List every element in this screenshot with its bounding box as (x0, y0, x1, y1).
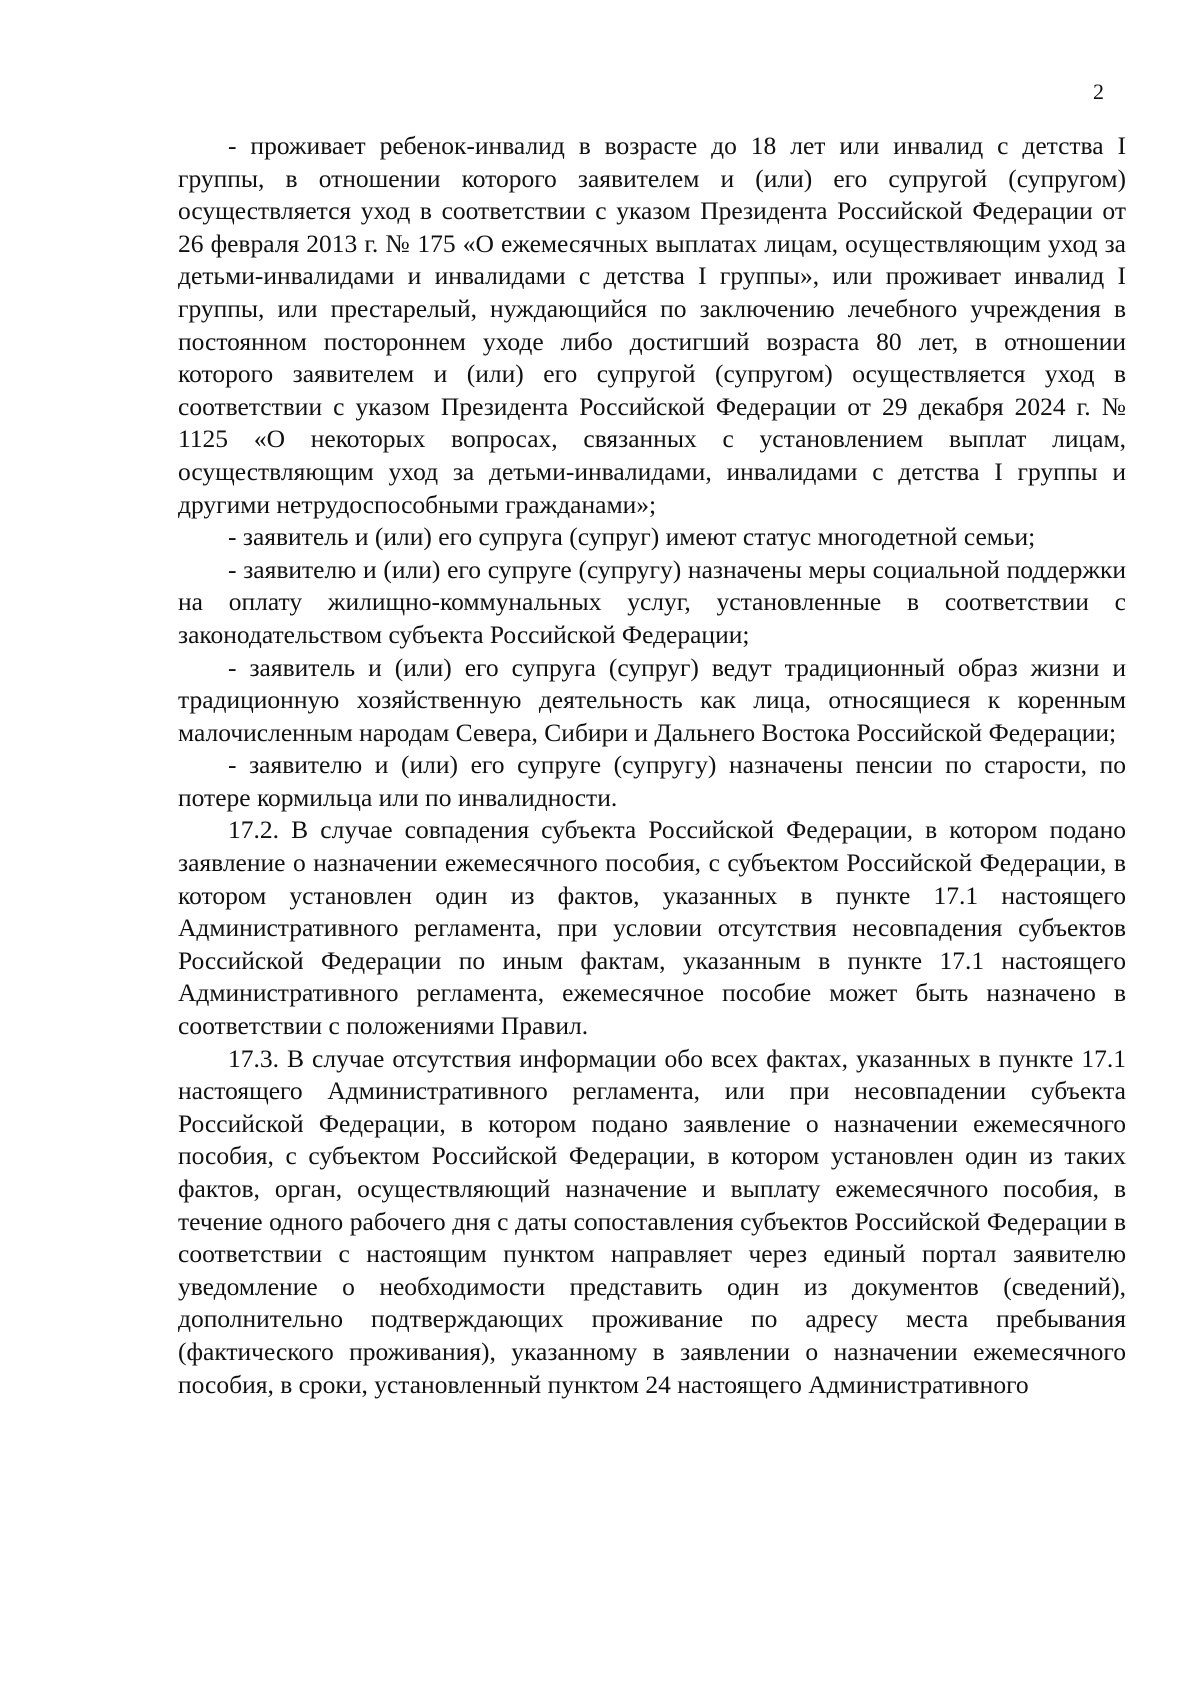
paragraph-large-family: - заявитель и (или) его супруга (супруг) имеют статус многодетной семьи; (228, 522, 1036, 552)
paragraph-utility-support: - заявителю и (или) его супруге (супругу) назначены меры социальной поддержки на оплату жилищно-коммунальных услуг, установленные в соответствии с законодательством субъекта Российской Федерации; (178, 554, 1126, 649)
paragraph-17-2: 17.2. В случае совпадения субъекта Российской Федерации, в котором подано заявление о назначении ежемесячного пособия, с субъектом Российской Федерации, в котором установлен один из фактов, указанных в пункте 17.1 настоящего Административного регламента, при условии отсутствия несовпадения субъектов Российской Федерации по иным фактам, указанным в пункте 17.1 настоящего Административного регламента, ежемесячное пособие может быть назначено в соответствии с положениями Правил. (178, 815, 1126, 1041)
paragraph-indigenous-peoples: - заявитель и (или) его супруга (супруг) ведут традиционный образ жизни и традиционную хозяйственную деятельность как лица, относящиеся к коренным малочисленным народам Севера, Сибири и Дальнего Востока Российской Федерации; (178, 652, 1126, 747)
page-number: 2 (1093, 79, 1104, 104)
paragraph-disabled-care: - проживает ребенок-инвалид в возрасте до 18 лет или инвалид с детства I группы, в отношении которого заявителем и (или) его супругой (супругом) осуществляется уход в соответствии с указом Президента Российской Федерации от 26 февраля 2013 г. № 175 «О ежемесячных выплатах лицам, осуществляющим уход за детьми-инвалидами и инвалидами с детства I группы», или проживает инвалид I группы, или престарелый, нуждающийся по заключению лечебного учреждения в постоянном постороннем уходе либо достигший возраста 80 лет, в отношении которого заявителем и (или) его супругой (супругом) осуществляется уход в соответствии с указом Президента Российской Федерации от 29 декабря 2024 г. № 1125 «О некоторых вопросах, связанных с установлением выплат лицам, осуществляющим уход за детьми-инвалидами, инвалидами с детства I группы и другими нетрудоспособными гражданами»; (178, 131, 1126, 519)
document-body (178, 130, 1126, 1401)
paragraph-17-3: 17.3. В случае отсутствия информации обо всех фактах, указанных в пункте 17.1 настоящего Административного регламента, или при несовпадении субъекта Российской Федерации, в котором подано заявление о назначении ежемесячного пособия, с субъектом Российской Федерации, в котором установлен один из таких фактов, орган, осуществляющий назначение и выплату ежемесячного пособия, в течение одного рабочего дня с даты сопоставления субъектов Российской Федерации в соответствии с настоящим пунктом направляет через единый портал заявителю уведомление о необходимости представить один из документов (сведений), дополнительно подтверждающих проживание по адресу места пребывания (фактического проживания), указанному в заявлении о назначении ежемесячного пособия, в сроки, установленный пунктом 24 настоящего Административного (178, 1043, 1126, 1399)
paragraph-pensions: - заявителю и (или) его супруге (супругу) назначены пенсии по старости, по потере кормильца или по инвалидности. (178, 750, 1126, 812)
